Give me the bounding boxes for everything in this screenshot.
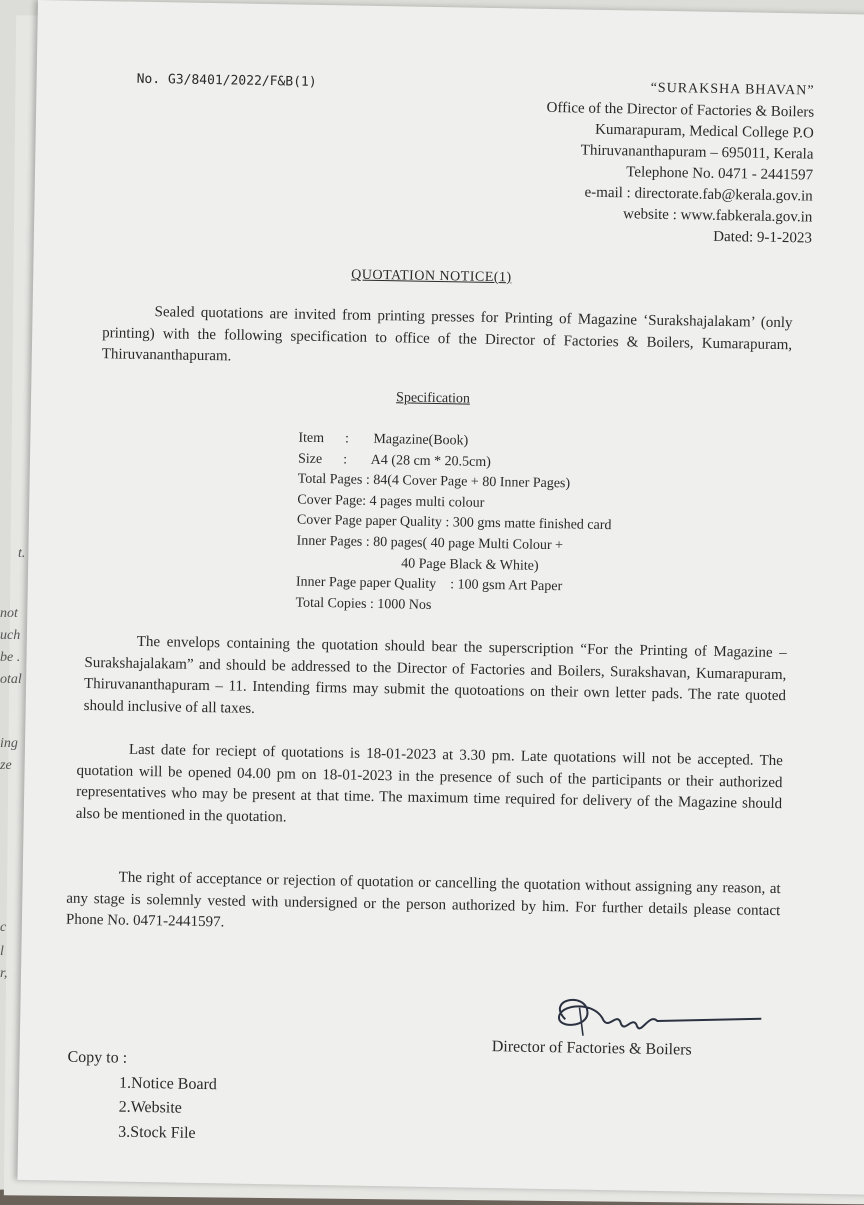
specification-list <box>295 429 613 620</box>
address-line: “SURAKSHA BHAVAN” <box>650 80 815 99</box>
spec-item: Size : A4 (28 cm * 20.5cm) <box>297 451 492 470</box>
fragment: be . <box>0 650 21 665</box>
spec-item: Item : Magazine(Book) <box>298 430 469 449</box>
spec-item: Total Pages : 84(4 Cover Page + 80 Inner Pages) <box>297 471 571 492</box>
spec-item: Cover Page paper Quality : 300 gms matte finished card <box>296 512 612 534</box>
spec-item: Inner Pages : 80 pages( 40 page Multi Colour + <box>296 533 564 554</box>
fragment: uch <box>0 628 21 643</box>
deadline-paragraph: Last date for reciept of quotations is 18-01-2023 at 3.30 pm. Late quotations will not be accepted. The quotation will be opened 04.00 pm on 18-01-2023 in the presence of such of the participants or their authorized representatives who may be present at that time. The maximum time required for delivery of the Magazine should also be mentioned in the quotation. <box>75 741 783 825</box>
fragment: r, <box>0 966 8 981</box>
address-line: Telephone No. 0471 - 2441597 <box>626 164 814 184</box>
fragment: t. <box>18 546 26 561</box>
signatory-title: Director of Factories & Boilers <box>491 1038 692 1059</box>
fragment: l <box>0 944 4 959</box>
copy-to-item: 1.Notice Board <box>118 1074 218 1093</box>
fragment: ing <box>0 736 18 751</box>
document-page <box>17 0 864 1195</box>
spec-item: Total Copies : 1000 Nos <box>295 595 432 613</box>
copy-to-item: 2.Website <box>118 1098 182 1117</box>
reference-number: No. G3/8401/2022/F&B(1) <box>136 71 317 90</box>
rights-paragraph: The right of acceptance or rejection of quotation or cancelling the quotation without assigning any reason, at any stage is solemnly vested with undersigned or the person authorized by him. For further details please contact Phone No. 0471-2441597. <box>65 869 781 931</box>
copy-to-label: Copy to : <box>67 1048 128 1067</box>
fragment: otal <box>0 672 22 687</box>
specification-heading: Specification <box>395 390 471 407</box>
spec-item: 40 Page Black & White) <box>296 554 539 574</box>
address-line: e-mail : directorate.fab@kerala.gov.in <box>584 184 813 205</box>
address-line: Kumarapuram, Medical College P.O <box>594 121 814 142</box>
fragment: not <box>0 606 18 621</box>
address-line: website : www.fabkerala.gov.in <box>622 206 813 226</box>
envelope-paragraph: The envelops containing the quotation should bear the superscription “For the Printing of Magazine – Surakshajalakam” and should be addressed to the Director of Factories and Boilers, Surakshavan, Kumarapuram, Thiruvananthapuram – 11. Intending firms may submit the quotoations on their own letter pads. The rate quoted should inclusive of all taxes. <box>83 633 787 717</box>
copy-to-section <box>66 1046 217 1147</box>
fragment: ze <box>0 758 12 773</box>
address-line: Thiruvananthapuram – 695011, Kerala <box>580 142 814 163</box>
copy-to-item: 3.Stock File <box>118 1123 196 1142</box>
notice-title: QUOTATION NOTICE(1) <box>351 267 512 286</box>
fragment: c <box>0 920 7 935</box>
spec-item: Inner Page paper Quality : 100 gsm Art Paper <box>295 574 563 595</box>
date-line: Dated: 9-1-2023 <box>713 228 813 247</box>
address-line: Office of the Director of Factories & Boilers <box>546 99 815 121</box>
spec-item: Cover Page: 4 pages multi colour <box>297 492 485 511</box>
intro-paragraph: Sealed quotations are invited from printing presses for Printing of Magazine ‘Surakshajalakam’ (only printing) with the following specification to office of the Director of Factories & Boilers, Kumarapuram, Thiruvananthapuram. <box>101 304 793 365</box>
